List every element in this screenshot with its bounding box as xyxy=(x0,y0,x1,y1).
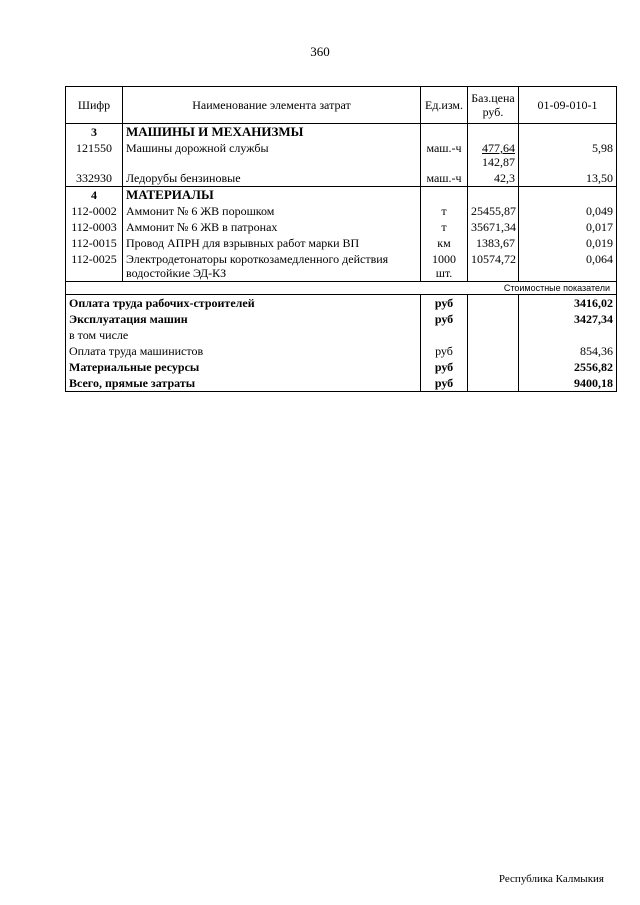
row-qty: 13,50 xyxy=(519,170,617,187)
row-price: 25455,87 xyxy=(468,203,519,219)
stat-row xyxy=(66,327,617,343)
table-header-row xyxy=(66,87,617,124)
row-price: 35671,34 xyxy=(468,219,519,235)
row-qty: 0,019 xyxy=(519,235,617,251)
row-qty: 0,017 xyxy=(519,219,617,235)
table-row xyxy=(66,251,617,282)
row-name: Электродетонаторы короткозамедленного действия водостойкие ЭД-КЗ xyxy=(123,251,421,282)
header-norm: 01-09-010-1 xyxy=(519,87,617,124)
footer-region: Республика Калмыкия xyxy=(498,873,604,885)
stat-unit: руб xyxy=(421,359,468,375)
stat-unit: руб xyxy=(421,375,468,392)
section-header-materials xyxy=(66,187,617,204)
stat-row xyxy=(66,311,617,327)
row-code: 332930 xyxy=(66,170,123,187)
stat-unit xyxy=(421,327,468,343)
stat-name: Эксплуатация машин xyxy=(66,311,421,327)
section-header-machines xyxy=(66,124,617,141)
row-unit: т xyxy=(421,219,468,235)
row-code: 121550 xyxy=(66,140,123,170)
row-price-primary: 477,64 xyxy=(482,141,515,155)
row-unit: маш.-ч xyxy=(421,140,468,170)
row-price: 10574,72 xyxy=(468,251,519,282)
row-qty: 0,049 xyxy=(519,203,617,219)
stat-name: Оплата труда рабочих-строителей xyxy=(66,295,421,312)
row-price: 1383,67 xyxy=(468,235,519,251)
stat-row xyxy=(66,343,617,359)
stats-header-row xyxy=(66,282,617,295)
stat-name: Материальные ресурсы xyxy=(66,359,421,375)
cost-table xyxy=(65,86,617,392)
row-unit: 1000 шт. xyxy=(421,251,468,282)
stat-value: 3427,34 xyxy=(519,311,617,327)
header-code: Шифр xyxy=(66,87,123,124)
page-number: 360 xyxy=(310,44,330,59)
row-code: 112-0003 xyxy=(66,219,123,235)
stat-row xyxy=(66,375,617,392)
row-unit: маш.-ч xyxy=(421,170,468,187)
header-unit: Ед.изм. xyxy=(421,87,468,124)
stat-name: Оплата труда машинистов xyxy=(66,343,421,359)
stat-value: 3416,02 xyxy=(519,295,617,312)
header-price: Баз.цена руб. xyxy=(468,87,519,124)
stat-row xyxy=(66,295,617,312)
row-code: 112-0025 xyxy=(66,251,123,282)
stat-unit: руб xyxy=(421,343,468,359)
stat-row xyxy=(66,359,617,375)
row-qty: 5,98 xyxy=(519,140,617,170)
section-title: МАШИНЫ И МЕХАНИЗМЫ xyxy=(123,124,421,141)
row-code: 112-0002 xyxy=(66,203,123,219)
stat-value xyxy=(519,327,617,343)
header-name: Наименование элемента затрат xyxy=(123,87,421,124)
row-price: 42,3 xyxy=(468,170,519,187)
row-unit: т xyxy=(421,203,468,219)
row-price xyxy=(468,140,519,170)
stat-unit: руб xyxy=(421,295,468,312)
table-row xyxy=(66,140,617,170)
section-title: МАТЕРИАЛЫ xyxy=(123,187,421,204)
section-code: 3 xyxy=(66,124,123,141)
stat-value: 854,36 xyxy=(519,343,617,359)
stat-name: в том числе xyxy=(66,327,421,343)
table-row xyxy=(66,203,617,219)
table-row xyxy=(66,219,617,235)
row-name: Машины дорожной службы xyxy=(123,140,421,170)
row-name: Аммонит № 6 ЖВ порошком xyxy=(123,203,421,219)
row-name: Аммонит № 6 ЖВ в патронах xyxy=(123,219,421,235)
table-row xyxy=(66,235,617,251)
stats-header: Стоимостные показатели xyxy=(66,282,617,295)
row-price-secondary: 142,87 xyxy=(482,155,515,169)
stat-value: 2556,82 xyxy=(519,359,617,375)
section-code: 4 xyxy=(66,187,123,204)
row-name: Провод АПРН для взрывных работ марки ВП xyxy=(123,235,421,251)
stat-name: Всего, прямые затраты xyxy=(66,375,421,392)
row-qty: 0,064 xyxy=(519,251,617,282)
row-code: 112-0015 xyxy=(66,235,123,251)
row-unit: км xyxy=(421,235,468,251)
row-name: Ледорубы бензиновые xyxy=(123,170,421,187)
stat-value: 9400,18 xyxy=(519,375,617,392)
table-row xyxy=(66,170,617,187)
stat-unit: руб xyxy=(421,311,468,327)
